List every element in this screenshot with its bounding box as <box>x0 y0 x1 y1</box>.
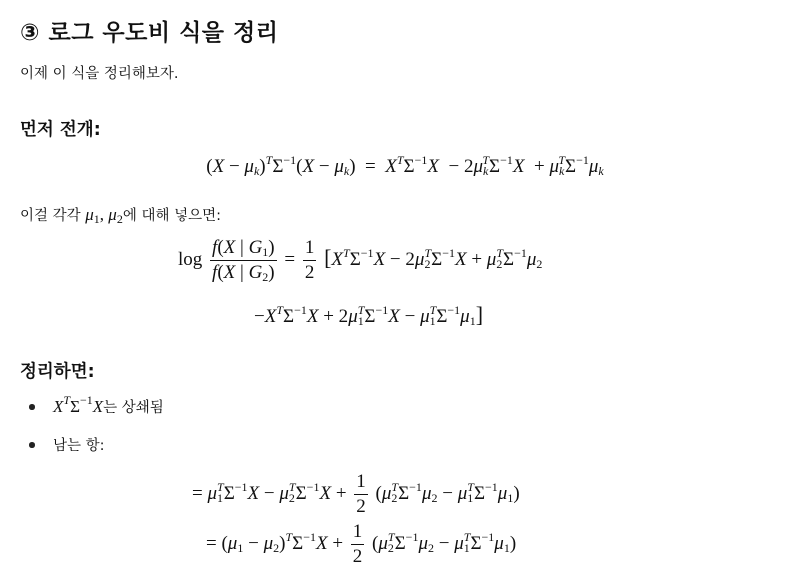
substitution-prefix: 이걸 각각 <box>20 208 86 224</box>
bullet-dot <box>29 442 35 448</box>
log-ratio-equation-line2: $-X^T\Sigma^{-1}X + 2\mu_1^T\Sigma^{-1}X - \mu_1^T\Sigma^{-1}\mu_1$] <box>254 302 484 328</box>
result-equation-line2: = $(\mu_1 - \mu_2)^T\Sigma^{-1}X$ + $\frac{1}{2}$ $(\mu_2^T\Sigma^{-1}\mu_2 - \mu_1^T\Sigma^{-1}\mu_1)$ <box>206 521 517 567</box>
inline-mu-math: $\mu_1$, $\mu_2$ <box>85 205 123 226</box>
likelihood-fraction: $\frac{f(X | G_1)}{f(X | G_2)}$ <box>212 237 275 284</box>
result-equation-line1: = $\mu_1^T\Sigma^{-1}X - \mu_2^T\Sigma^{-1}X$ + $\frac{1}{2}$ $(\mu_2^T\Sigma^{-1}\mu_2 - \mu_1^T\Sigma^{-1}\mu_1)$ <box>192 471 520 517</box>
half-fraction: $\frac{1}{2}$ <box>352 521 363 567</box>
substitution-suffix: 에 대해 넣으면: <box>122 208 221 224</box>
log-ratio-equation-line1: log $\frac{f(X | G_1)}{f(X | G_2)}$ = $\frac{1}{2}$ [$X^T\Sigma^{-1}X - 2\mu_2^T\Sigma^{-1}X + \mu_2^T\Sigma^{-1}\mu_2$ <box>178 237 543 284</box>
list-item-text: $X^T\Sigma^{-1}X$는 상쇄됨 <box>53 393 164 416</box>
substitution-text <box>20 204 221 225</box>
bullet-dot <box>29 404 35 410</box>
half-fraction: $\frac{1}{2}$ <box>356 471 366 517</box>
section-title: ③ 로그 우도비 식을 정리 <box>20 20 279 46</box>
simplify-heading: 정리하면: <box>20 362 95 382</box>
half-fraction: $\frac{1}{2}$ <box>304 237 315 283</box>
cancel-text: 는 상쇄됨 <box>103 400 164 416</box>
expansion-equation: $(X - \mu_k)^T\Sigma^{-1}(X - \mu_k) = X^T\Sigma^{-1}X - 2\mu_k^T\Sigma^{-1}X + \mu_k^T\Sigma^{-1}\mu_k$ <box>206 153 604 178</box>
remaining-terms-text: 남는 항: <box>53 438 105 454</box>
expand-heading: 먼저 전개: <box>20 120 101 140</box>
intro-text: 이제 이 식을 정리해보자. <box>20 66 179 82</box>
